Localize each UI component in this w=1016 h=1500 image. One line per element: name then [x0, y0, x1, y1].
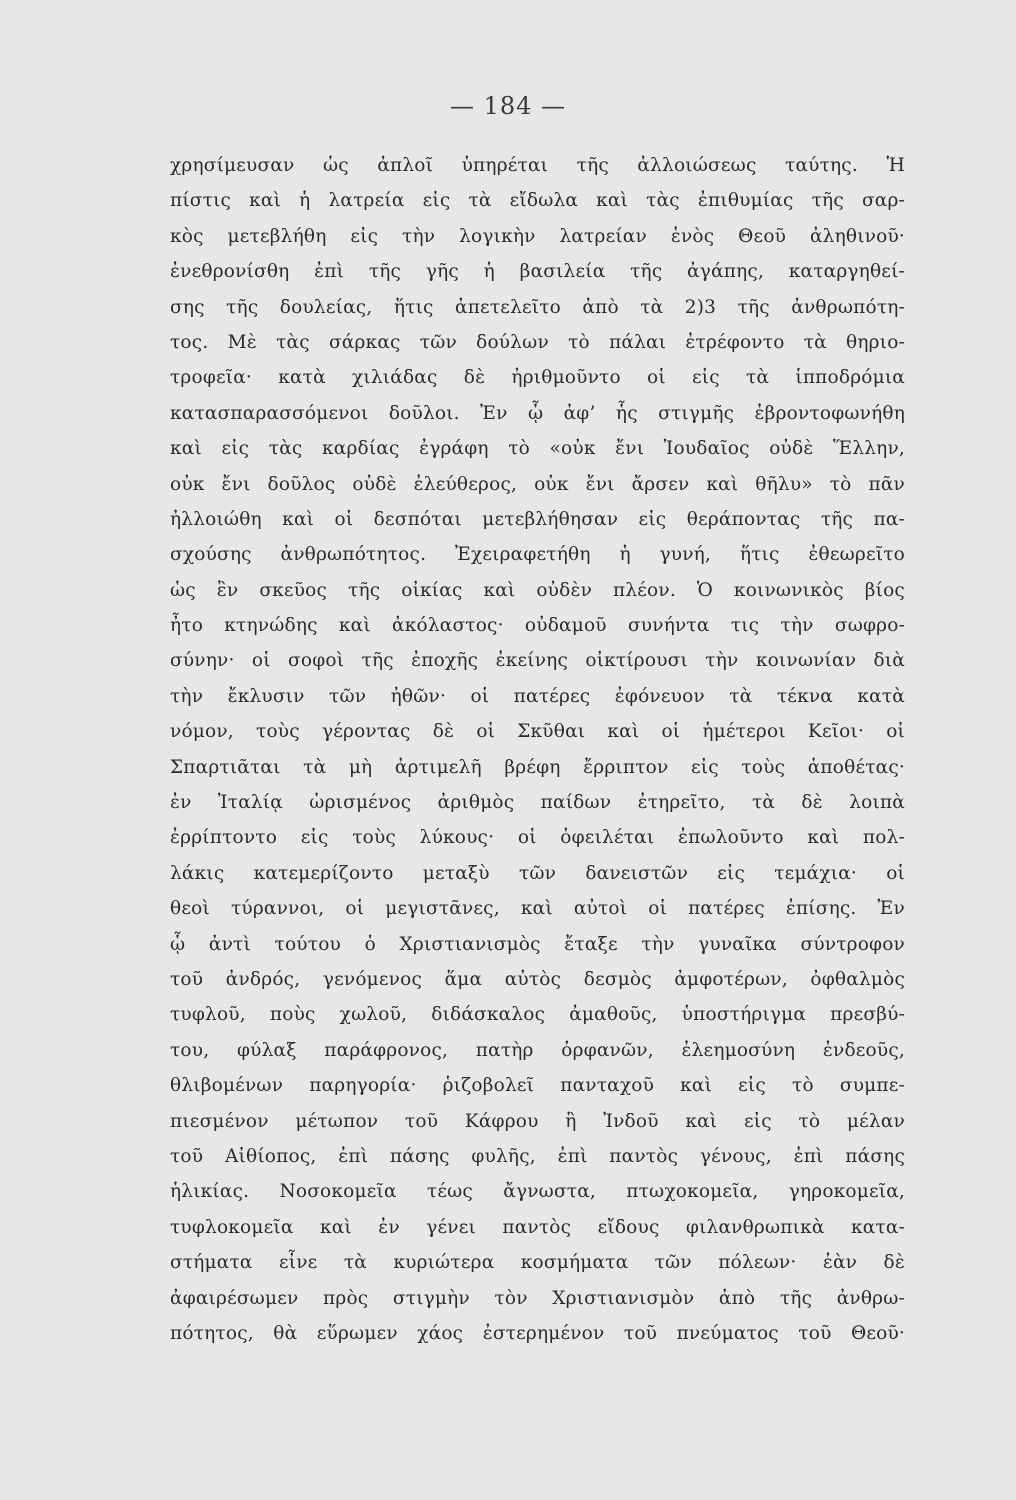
text-line: θλιβομένων παρηγορία· ῥιζοβολεῖ πανταχοῦ καὶ εἰς τὸ συμπε-	[170, 1075, 905, 1097]
text-line: ἠλλοιώθη καὶ οἱ δεσπόται μετεβλήθησαν εἰς θεράποντας τῆς πα-	[170, 508, 905, 530]
text-line: πιεσμένον μέτωπον τοῦ Κάφρου ἢ Ἰνδοῦ καὶ εἰς τὸ μέλαν	[170, 1110, 905, 1132]
text-line: τυφλοῦ, ποὺς χωλοῦ, διδάσκαλος ἀμαθοῦς, ὑποστήριγμα πρεσβύ-	[170, 1004, 905, 1026]
text-line: ἡλικίας. Νοσοκομεῖα τέως ἄγνωστα, πτωχοκομεῖα, γηροκομεῖα,	[170, 1181, 905, 1203]
text-line: πίστις καὶ ἡ λατρεία εἰς τὰ εἴδωλα καὶ τὰς ἐπιθυμίας τῆς σαρ-	[170, 190, 905, 212]
text-line: λάκις κατεμερίζοντο μεταξὺ τῶν δανειστῶν εἰς τεμάχια· οἱ	[170, 862, 905, 884]
text-line: του, φύλαξ παράφρονος, πατὴρ ὀρφανῶν, ἐλεημοσύνη ἐνδεοῦς,	[170, 1039, 905, 1061]
text-line: τοῦ ἀνδρός, γενόμενος ἅμα αὐτὸς δεσμὸς ἀμφοτέρων, ὀφθαλμὸς	[170, 968, 905, 990]
text-line: τροφεῖα· κατὰ χιλιάδας δὲ ἠριθμοῦντο οἱ εἰς τὰ ἱπποδρόμια	[170, 367, 905, 389]
text-line: σύνην· οἱ σοφοὶ τῆς ἐποχῆς ἐκείνης οἰκτίρουσι τὴν κοινωνίαν διὰ	[170, 650, 905, 672]
text-line: τυφλοκομεῖα καὶ ἐν γένει παντὸς εἴδους φιλανθρωπικὰ κατα-	[170, 1216, 905, 1238]
text-line: τοῦ Αἰθίοπος, ἐπὶ πάσης φυλῆς, ἐπὶ παντὸς γένους, ἐπὶ πάσης	[170, 1145, 905, 1167]
text-line: σης τῆς δουλείας, ἥτις ἀπετελεῖτο ἀπὸ τὰ 2)3 τῆς ἀνθρωπότη-	[170, 296, 905, 318]
body-text	[170, 148, 905, 1351]
text-line: καὶ εἰς τὰς καρδίας ἐγράφη τὸ «οὐκ ἔνι Ἰουδαῖος οὐδὲ Ἕλλην,	[170, 438, 905, 460]
text-line: τος. Μὲ τὰς σάρκας τῶν δούλων τὸ πάλαι ἐτρέφοντο τὰ θηριο-	[170, 331, 905, 353]
text-line: χρησίμευσαν ὡς ἁπλοῖ ὑπηρέται τῆς ἀλλοιώσεως ταύτης. Ἡ	[170, 155, 905, 176]
text-line: σχούσης ἀνθρωπότητος. Ἐχειραφετήθη ἡ γυνή, ἥτις ἐθεωρεῖτο	[170, 544, 905, 566]
text-line: τὴν ἔκλυσιν τῶν ἠθῶν· οἱ πατέρες ἐφόνευον τὰ τέκνα κατὰ	[170, 685, 905, 707]
text-line: ᾧ ἀντὶ τούτου ὁ Χριστιανισμὸς ἔταξε τὴν γυναῖκα σύντροφον	[170, 933, 905, 955]
text-line: στήματα εἶνε τὰ κυριώτερα κοσμήματα τῶν πόλεων· ἐὰν δὲ	[170, 1252, 905, 1274]
text-line: ἐρρίπτοντο εἰς τοὺς λύκους· οἱ ὀφειλέται ἐπωλοῦντο καὶ πολ-	[170, 827, 905, 849]
text-line: ἦτο κτηνώδης καὶ ἀκόλαστος· οὐδαμοῦ συνήντα τις τὴν σωφρο-	[170, 615, 905, 637]
text-line: ὡς ἓν σκεῦος τῆς οἰκίας καὶ οὐδὲν πλέον. Ὁ κοινωνικὸς βίος	[170, 579, 905, 601]
text-line: ἐν Ἰταλίᾳ ὡρισμένος ἀριθμὸς παίδων ἐτηρεῖτο, τὰ δὲ λοιπὰ	[170, 792, 905, 814]
page-number: — 184 —	[449, 92, 567, 120]
text-line: κατασπαρασσόμενοι δοῦλοι. Ἐν ᾧ ἀφ’ ἧς στιγμῆς ἐβροντοφωνήθη	[170, 402, 905, 424]
text-line: ἀφαιρέσωμεν πρὸς στιγμὴν τὸν Χριστιανισμὸν ἀπὸ τῆς ἀνθρω-	[170, 1287, 905, 1309]
text-line: πότητος, θὰ εὕρωμεν χάος ἐστερημένον τοῦ πνεύματος τοῦ Θεοῦ·	[170, 1322, 905, 1344]
text-line: Σπαρτιᾶται τὰ μὴ ἀρτιμελῆ βρέφη ἔρριπτον εἰς τοὺς ἀποθέτας·	[170, 756, 905, 778]
text-line: οὐκ ἔνι δοῦλος οὐδὲ ἐλεύθερος, οὐκ ἔνι ἄρσεν καὶ θῆλυ» τὸ πᾶν	[170, 473, 905, 495]
text-line: νόμον, τοὺς γέροντας δὲ οἱ Σκῦθαι καὶ οἱ ἡμέτεροι Κεῖοι· οἱ	[170, 721, 905, 743]
text-line: ἐνεθρονίσθη ἐπὶ τῆς γῆς ἡ βασιλεία τῆς ἀγάπης, καταργηθεί-	[170, 261, 905, 283]
text-line: θεοὶ τύραννοι, οἱ μεγιστᾶνες, καὶ αὐτοὶ οἱ πατέρες ἐπίσης. Ἐν	[170, 898, 905, 920]
text-line: κὸς μετεβλήθη εἰς τὴν λογικὴν λατρείαν ἑνὸς Θεοῦ ἀληθινοῦ·	[170, 225, 905, 247]
